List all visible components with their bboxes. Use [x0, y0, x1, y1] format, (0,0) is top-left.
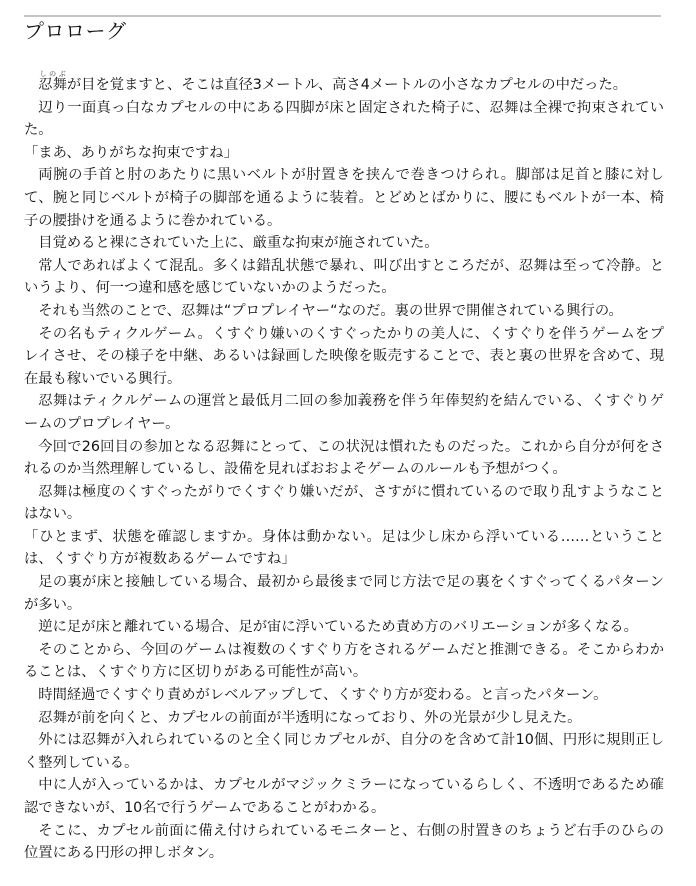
paragraph: 常人であればよくて混乱。多くは錯乱状態で暴れ、叫び出すところだが、忍舞は至って冷静。というより、何一つ違和感を感じていないかのようだった。: [24, 257, 664, 297]
ruby-reading: しのぶ: [38, 70, 67, 78]
paragraph: 逆に足が床と離れている場合、足が宙に浮いているため責め方のバリエーションが多くなる。: [38, 619, 638, 636]
paragraph-opening: [24, 70, 664, 97]
paragraph: 外には忍舞が入れられているのと全く同じカプセルが、自分のを含めて計10個、円形に規則正しく整列している。: [24, 732, 664, 771]
paragraph: 今回で26回目の参加となる忍舞にとって、この状況は慣れたものだった。これから自分が何をされるのか当然理解しているし、設備を見ればおおよそゲームのルールも予想がつく。: [24, 438, 664, 478]
paragraph: その名もティクルゲーム。くすぐり嫌いのくすぐったかりの美人に、くすぐりを伴うゲームをプレイさせ、その様子を中継、あるいは録画した映像を販売することで、表と裏の世界を含めて、現在最も稼いでいる興行。: [24, 325, 664, 387]
ruby-base: 忍舞: [38, 77, 67, 93]
paragraph: 目覚めると裸にされていた上に、厳重な拘束が施されていた。: [38, 235, 439, 252]
paragraph: 忍舞は極度のくすぐったがりでくすぐり嫌いだが、さすがに慣れているので取り乱すようなことはない。: [24, 483, 664, 523]
paragraph: 忍舞はティクルゲームの運営と最低月二回の参加義務を伴う年俸契約を結んでいる、くすぐりゲームのプロプレイヤー。: [24, 393, 664, 432]
paragraph-opening-text: が目を覚ますと、そこは直径3メートル、高さ4メートルの小さなカプセルの中だった。: [66, 77, 628, 93]
paragraph: そこに、カプセル前面に備え付けられているモニターと、右側の肘置きのちょうど右手のひらの位置にある円形の押しボタン。: [24, 822, 664, 862]
paragraph: 両腕の手首と肘のあたりに黒いベルトが肘置きを挟んで巻きつけられ。脚部は足首と膝に対して、腕と同じベルトが椅子の脚部を通るように装着。とどめとばかりに、腰にもベルトが一本、椅子の腰掛けを通るように巻かれている。: [24, 167, 664, 229]
paragraph: 足の裏が床と接触している場合、最初から最後まで同じ方法で足の裏をくすぐってくるパターンが多い。: [24, 574, 664, 613]
paragraph-list: [24, 97, 664, 865]
story-body: [24, 70, 664, 865]
name-ruby: [38, 70, 67, 93]
paragraph: 辺り一面真っ白なカプセルの中にある四脚が床と固定された椅子に、忍舞は全裸で拘束されていた。: [24, 99, 664, 139]
dialog-line: 「ひとまず、状態を確認しますか。身体は動かない。足は少し床から浮いている……ということは、くすぐり方が複数あるゲームですね」: [24, 528, 664, 568]
paragraph: 中に人が入っているかは、カプセルがマジックミラーになっているらしく、不透明であるため確認できないが、10名で行うゲームであることがわかる。: [24, 777, 664, 816]
chapter-title: プロローグ: [24, 19, 127, 43]
paragraph: 時間経過でくすぐり責めがレベルアップして、くすぐり方が変わる。と言ったパターン。: [38, 687, 608, 704]
header-divider: [24, 15, 661, 17]
paragraph: それも当然のことで、忍舞は“プロプレイヤー“なのだ。裏の世界で開催されている興行の。: [38, 302, 623, 319]
dialog-line: 「まあ、ありがちな拘束ですね」: [24, 144, 238, 161]
paragraph: 忍舞が前を向くと、カプセルの前面が半透明になっており、外の光景が少し見えた。: [38, 709, 582, 726]
paragraph: そのことから、今回のゲームは複数のくすぐり方をされるゲームだと推測できる。そこからわかることは、くすぐり方に区切りがある可能性が高い。: [24, 641, 664, 681]
